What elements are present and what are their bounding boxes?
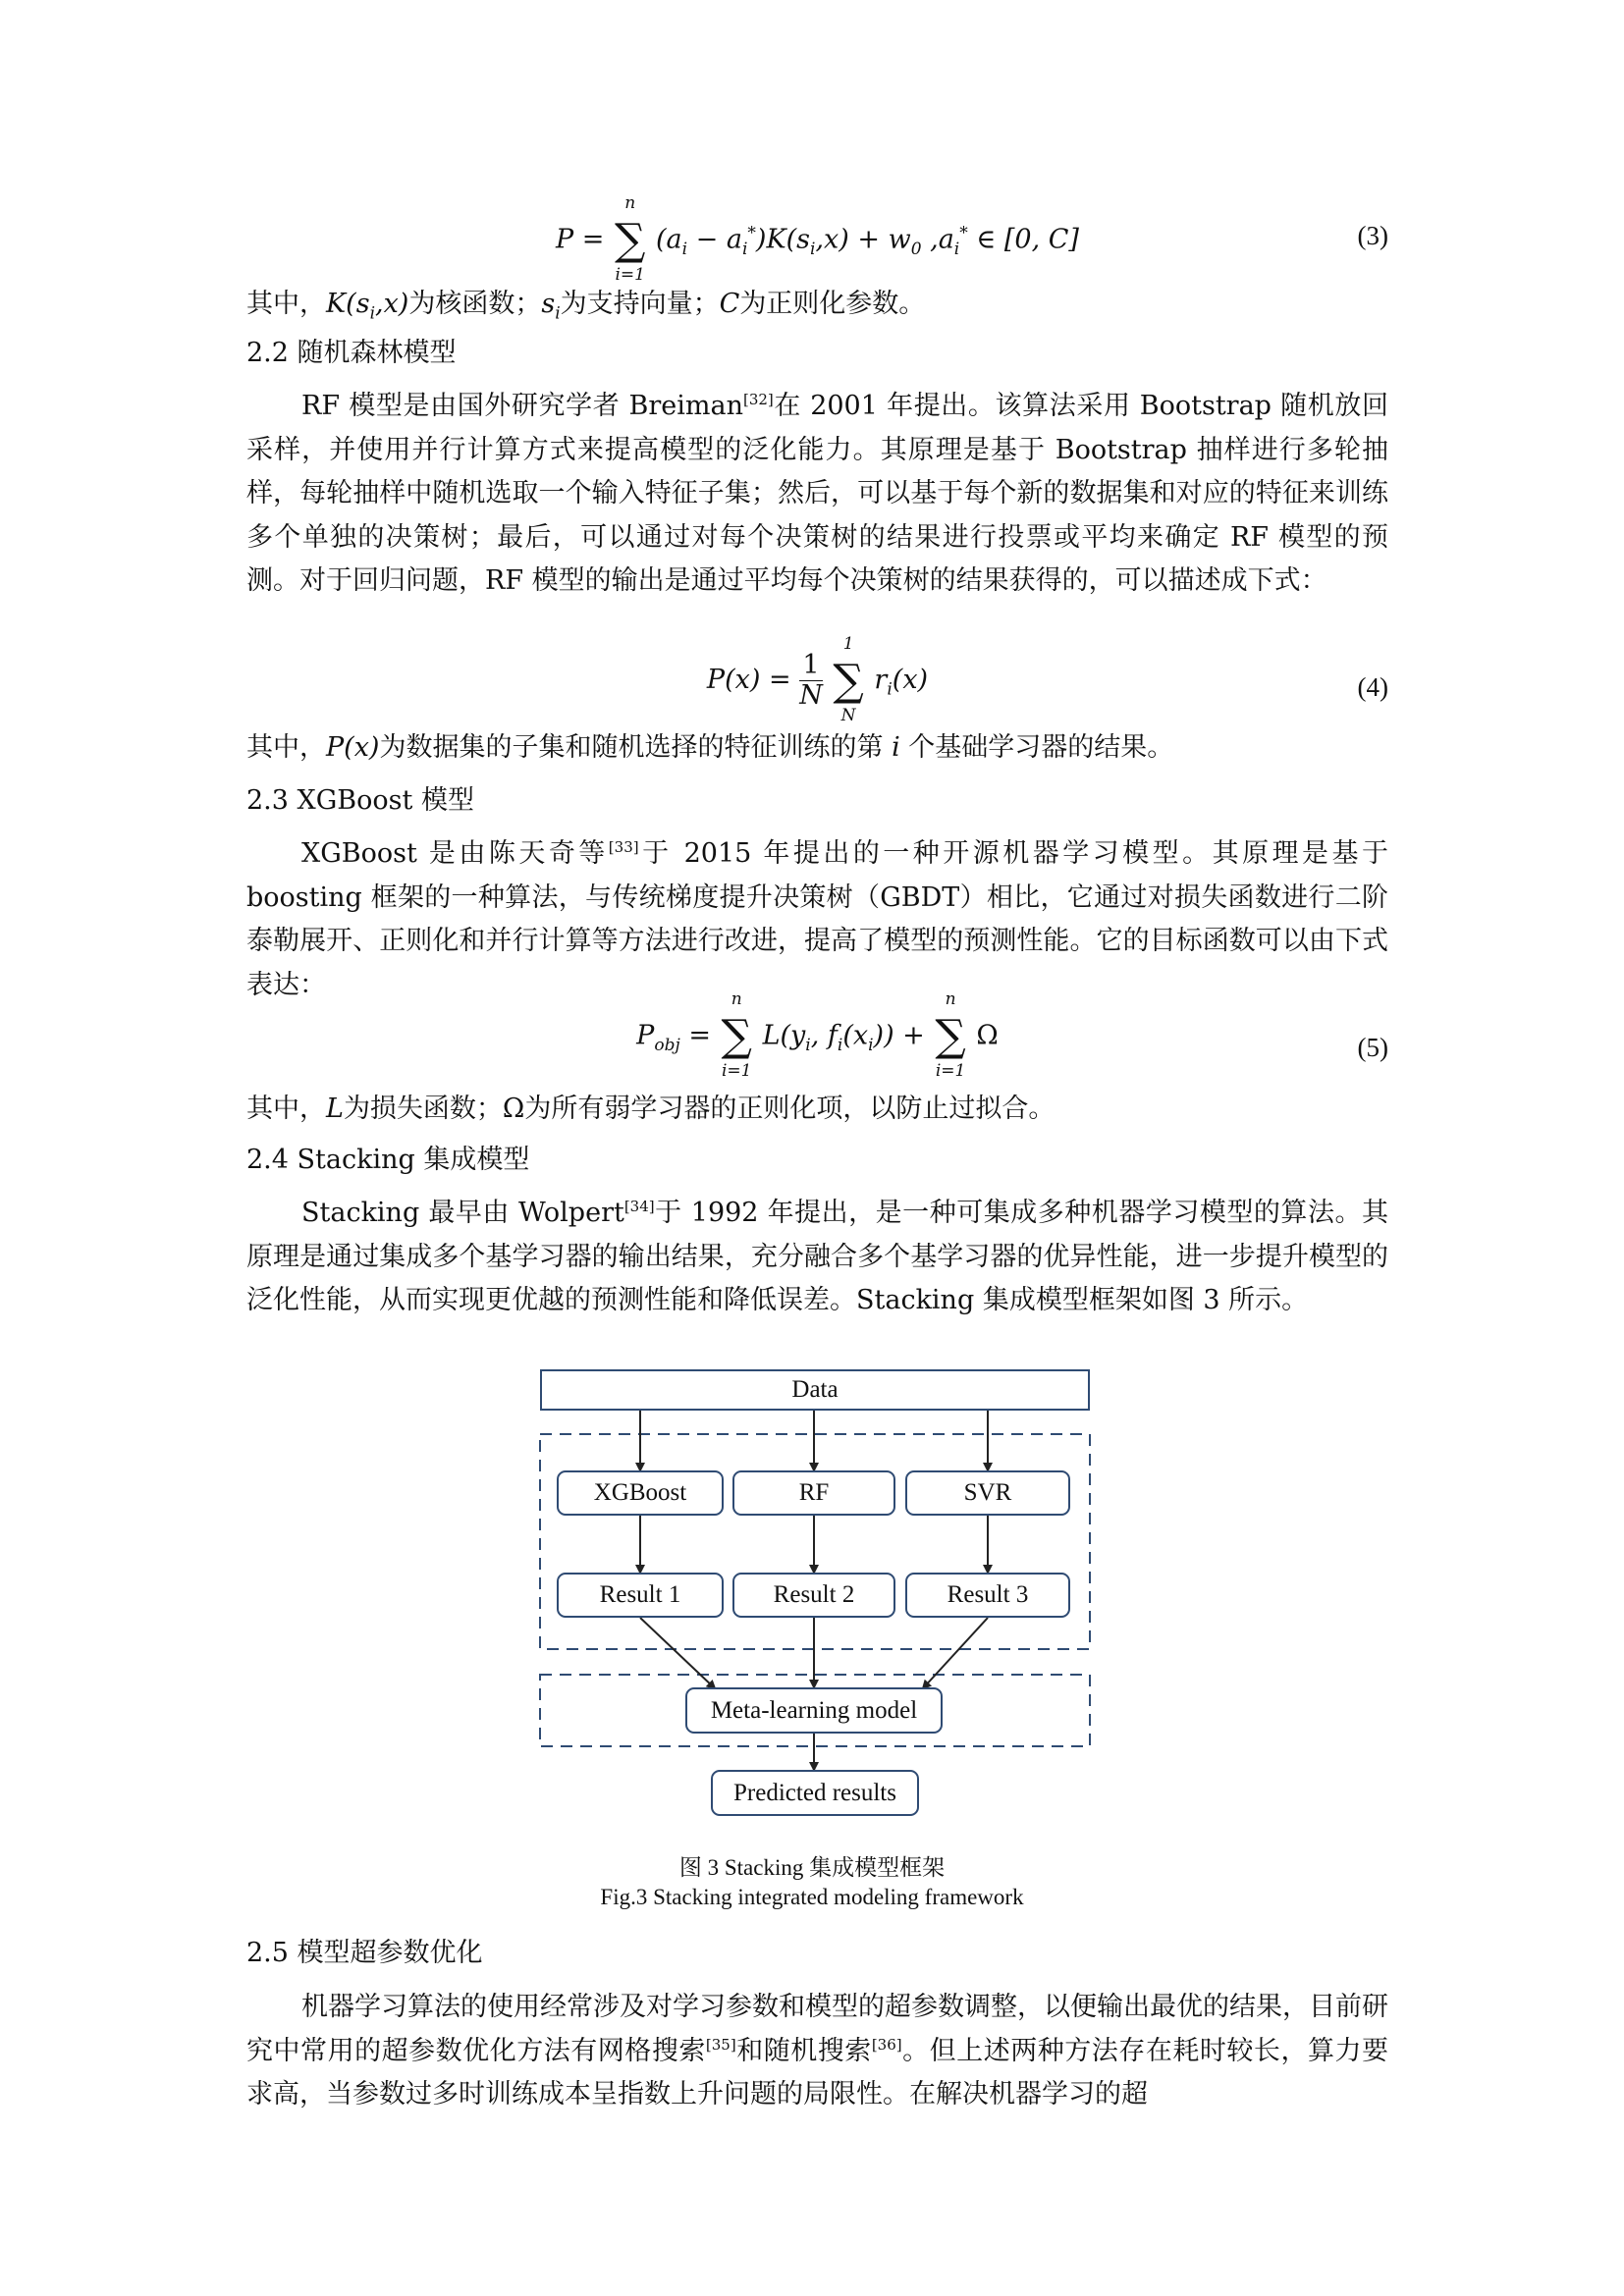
- meta-learning-model-box: Meta-learning model: [685, 1687, 943, 1734]
- paragraph-xgboost: XGBoost 是由陈天奇等[33]于 2015 年提出的一种开源机器学习模型。其原理是基于 boosting 框架的一种算法，与传统梯度提升决策树（GBDT）相比，它通过对损失函数进行二阶泰勒展开、正则化和并行计算等方法进行改进，提高了模型的预测性能。它的目标函数可以由下式表达：: [246, 838, 1388, 1000]
- section-heading-2-5: 2.5 模型超参数优化: [246, 1938, 483, 1968]
- equation-5-body: $P_{obj}$ = ∑ n i=1 $L(y_i$, $f_i(x_i)$) + ∑ n i=1 Ω: [636, 989, 999, 1081]
- result-box-1: Result 1: [557, 1573, 724, 1618]
- section-heading-2-3: 2.3 XGBoost 模型: [246, 785, 474, 816]
- section-heading-2-2: 2.2 随机森林模型: [246, 338, 457, 368]
- predicted-results-box: Predicted results: [711, 1770, 919, 1816]
- arrow-result1-to-meta: [640, 1618, 715, 1688]
- equation-5-description: 其中，L为损失函数；Ω为所有弱学习器的正则化项，以防止过拟合。: [246, 1094, 1056, 1124]
- arrow-result3-to-meta: [923, 1618, 988, 1688]
- model-box-xgboost: XGBoost: [557, 1470, 724, 1516]
- model-box-rf: RF: [732, 1470, 895, 1516]
- equation-3-body: P = ∑ n i=1 $(a_i - a_i^*)K(s_i,x) + w_0$ $,a_i^*$ ∈ [0, C]: [556, 193, 1079, 285]
- equation-3: [246, 191, 1388, 285]
- data-box: Data: [540, 1369, 1090, 1411]
- result-box-2: Result 2: [732, 1573, 895, 1618]
- equation-4-number: (4): [1357, 672, 1388, 702]
- section-heading-2-4: 2.4 Stacking 集成模型: [246, 1145, 530, 1175]
- result-box-3: Result 3: [905, 1573, 1070, 1618]
- paragraph-hyperparameter: 机器学习算法的使用经常涉及对学习参数和模型的超参数调整，以便输出最优的结果，目前研究中常用的超参数优化方法有网格搜索[35]和随机搜索[36]。但上述两种方法存在耗时较长，算力要求高，当参数过多时训练成本呈指数上升问题的局限性。在解决机器学习的超: [246, 1992, 1389, 2109]
- paragraph-stacking: Stacking 最早由 Wolpert[34]于 1992 年提出，是一种可集成多种机器学习模型的算法。其原理是通过集成多个基学习器的输出结果，充分融合多个基学习器的优异性能，进一步提升模型的泛化性能，从而实现更优越的预测性能和降低误差。Stacking 集成模型框架如图 3 所示。: [246, 1198, 1388, 1315]
- equation-3-description: 其中，$K(s_i,x)$为核函数；$s_i$为支持向量；C为正则化参数。: [246, 289, 926, 324]
- paragraph-random-forest: RF 模型是由国外研究学者 Breiman[32]在 2001 年提出。该算法采用 Bootstrap 随机放回采样，并使用并行计算方式来提高模型的泛化能力。其原理是基于 Bootstrap 抽样进行多轮抽样，每轮抽样中随机选取一个输入特征子集；然后，可以基于每个新的数据集和对应的特征来训练多个单独的决策树；最后，可以通过对每个决策树的结果进行投票或平均来确定 RF 模型的预测。对于回归问题，RF 模型的输出是通过平均每个决策树的结果获得的，可以描述成下式：: [246, 391, 1388, 596]
- sum-symbol: ∑ n i=1: [935, 989, 966, 1081]
- figure-caption-chinese: 图 3 Stacking 集成模型框架: [678, 1855, 946, 1880]
- sum-symbol: ∑ n i=1: [721, 989, 752, 1081]
- sum-symbol: ∑ n i=1: [614, 193, 646, 285]
- equation-5-number: (5): [1357, 1033, 1388, 1062]
- fraction: $\frac{1}{N}$: [799, 650, 823, 711]
- model-box-svr: SVR: [905, 1470, 1070, 1516]
- equation-5: [246, 989, 1388, 1092]
- equation-4: [246, 633, 1388, 731]
- equation-3-number: (3): [1357, 221, 1388, 250]
- figure-caption-english: Fig.3 Stacking integrated modeling framework: [600, 1885, 1024, 1909]
- equation-4-body: P(x) = $\frac{1}{N}$ ∑ 1 N $r_i(x)$: [706, 633, 929, 725]
- equation-4-description: 其中，P(x)为数据集的子集和随机选择的特征训练的第 i 个基础学习器的结果。: [246, 732, 1174, 763]
- sum-symbol: ∑ 1 N: [833, 633, 864, 725]
